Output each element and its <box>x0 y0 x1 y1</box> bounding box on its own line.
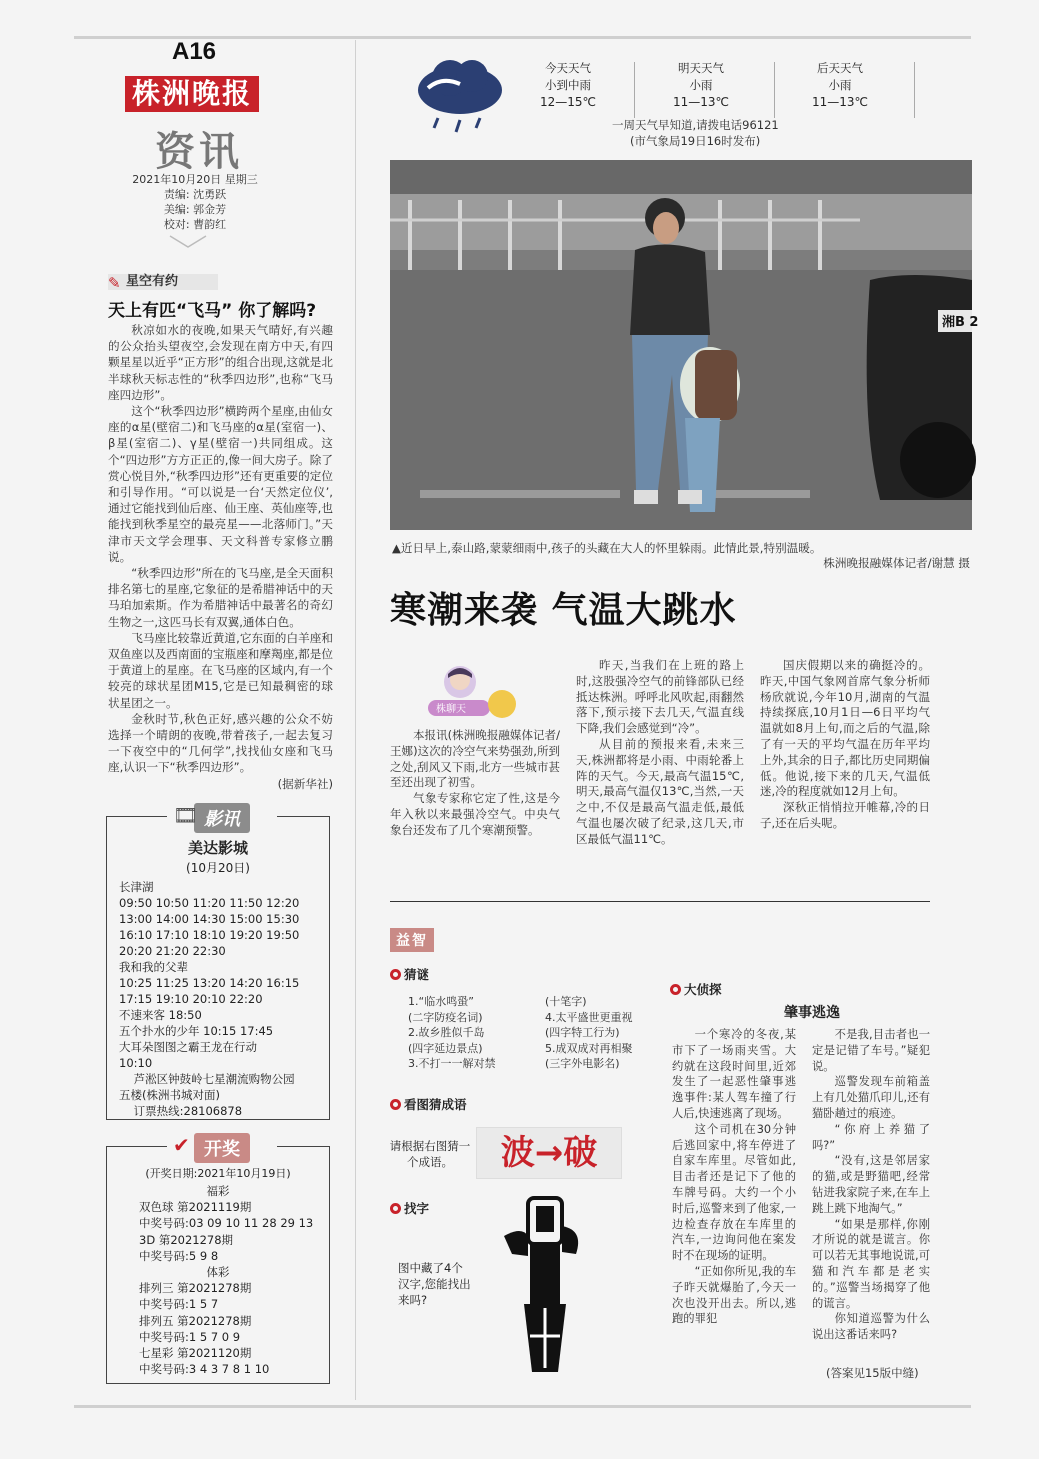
list-item: 09:50 10:50 11:20 11:50 12:20 <box>119 896 300 910</box>
idiom-picture: 波→破 <box>476 1127 622 1179</box>
list-item: 排列五 第2021278期 <box>139 1313 252 1328</box>
list-item: 13:00 14:00 14:30 15:00 15:30 <box>119 912 300 926</box>
idiom-label <box>390 1095 467 1113</box>
lottery-box <box>106 1133 330 1384</box>
list-item: 大耳朵图图之霸王龙在行动 <box>119 1040 257 1054</box>
find-label-text: 找字 <box>404 1201 430 1216</box>
paragraph: 这个司机在30分钟后逃回家中,将车停进了自家车库里。尽管如此,目击者还是记下了他的车牌号码。大约一个小时后,巡警来到了他家,一边检查存放在车库里的汽车,一边询问他在案发时不在现场的证明。 <box>672 1122 796 1263</box>
list-item: 10:10 <box>119 1056 153 1070</box>
weather-today <box>513 60 623 111</box>
detective-label-text: 大侦探 <box>684 982 722 997</box>
lottery-header <box>167 1133 277 1165</box>
list-item: (三字外电影名) <box>545 1057 620 1070</box>
weather-condition: 小到中雨 <box>545 78 591 92</box>
lottery-label: 开奖 <box>194 1133 250 1163</box>
cinema-header <box>167 803 277 835</box>
column-divider <box>355 40 356 1400</box>
paragraph: “正如你所见,我的车子昨天就爆胎了,今天一次也没开出去。所以,逃跑的罪犯 <box>672 1264 796 1326</box>
newspaper-logo: 株洲晚报 <box>125 76 259 112</box>
weather-temp: 11—13℃ <box>811 95 868 109</box>
hidden-character-picture <box>500 1196 586 1372</box>
detective-col-1 <box>672 1027 796 1327</box>
star-headline: 天上有匹“飞马” 你了解吗? <box>108 301 317 321</box>
list-item: 中奖号码:1 5 7 0 9 <box>139 1329 241 1344</box>
paragraph: “秋季四边形”所在的飞马座,是全天面积排名第七的星座,它象征的是希腊神话中的天马珀加索斯。作为希腊神话中最著名的奇幻生物之一,这匹马长有双翼,通体白色。 <box>108 566 333 629</box>
star-tag <box>108 274 218 294</box>
lottery-list <box>139 1183 327 1377</box>
page-number: A16 <box>172 38 217 65</box>
list-item: 排列三 第2021278期 <box>139 1281 252 1296</box>
paragraph: 你知道巡警为什么说出这番话来吗? <box>812 1312 930 1342</box>
bottom-rule <box>74 1405 971 1408</box>
list-item: (十笔字) <box>545 995 587 1008</box>
weather-day-label: 后天天气 <box>817 61 863 75</box>
weather-hotline: 一周天气早知道,请拨电话96121 <box>612 118 779 132</box>
weather-temp: 11—13℃ <box>672 95 729 109</box>
list-item: 10:25 11:25 13:20 14:20 16:15 <box>119 976 300 990</box>
paragraph: 从目前的预报来看,未来三天,株洲都将是小雨、中雨轮番上阵的天气。今天,最高气温15℃,明天,最高气温仅13℃,当然,一天之中,不仅是最高气温走低,最低气温也屡次破了纪录,这几天,市区最低气温11℃。 <box>576 736 744 846</box>
list-item: 17:15 19:10 20:10 22:20 <box>119 992 263 1006</box>
paragraph: 深秋正悄悄拉开帷幕,冷的日子,还在后头呢。 <box>760 800 930 830</box>
article-source: (据新华社) <box>277 776 333 791</box>
find-question: 图中藏了4个汉字,您能找出来吗? <box>398 1261 471 1307</box>
paragraph: 气象专家称它定了性,这是今年入秋以来最强冷空气。中央气象台还发布了几个寒潮预警。 <box>390 791 560 837</box>
list-item: (四字延边景点) <box>408 1041 483 1055</box>
paragraph: 本报讯(株洲晚报融媒体记者/王娜)这次的冷空气来势强劲,所到之处,刮风又下雨,北方一些城市甚至还出现了初雪。 <box>390 728 560 790</box>
list-item: (四字特工行为) <box>545 1026 620 1039</box>
answer-note: (答案见15版中缝) <box>826 1366 919 1380</box>
avatar-text: 株聊天 <box>436 704 466 715</box>
paragraph: 这个“秋季四边形”横跨两个星座,由仙女座的α星(壁宿二)和飞马座的α星(室宿一)、β星(室宿二)、γ星(壁宿一)共同组成。这个“四边形”方方正正的,像一间大房子。除了赏心悦目外,“秋季四边形”还有更重要的定位和引导作用。“可以说是一台‘天然定位仪’,通过它能找到仙后座、仙王座、英仙座等,也能找到秋季星空的最亮星——北落师门。”天津市天文学会理事、天文科普专家修立鹏说。 <box>108 404 333 564</box>
article-col-3 <box>760 658 930 832</box>
riddle-label-text: 猜谜 <box>404 967 430 982</box>
list-item: 中奖号码:1 5 7 <box>139 1297 219 1312</box>
list-item: 五楼(株洲书城对面) <box>119 1088 220 1102</box>
paragraph: “你府上养猫了吗?” <box>812 1122 930 1152</box>
paragraph: “没有,这是邻居家的猫,或是野猫吧,经常钻进我家院子来,在车上跳上跳下地淘气。” <box>812 1154 930 1215</box>
paragraph: 巡警发现车前箱盖上有几处猫爪印儿,还有猫卧趟过的痕迹。 <box>812 1075 930 1120</box>
bullet-icon <box>390 1099 401 1110</box>
list-item: 长津湖 <box>119 880 154 894</box>
license-plate: 湘B 2 <box>942 315 979 330</box>
section-title: 资讯 <box>155 128 243 175</box>
list-item: 双色球 第2021119期 <box>139 1200 252 1215</box>
weather-tomorrow <box>646 60 756 111</box>
weather-day-label: 今天天气 <box>545 61 591 75</box>
paragraph: 不是我,目击者也一定是记错了车号。”疑犯说。 <box>812 1028 930 1073</box>
list-item: 订票热线:28106878 <box>119 1104 243 1118</box>
list-item: 中奖号码:3 4 3 7 8 1 10 <box>139 1362 270 1377</box>
cinema-box <box>106 803 330 1120</box>
list-item: 5.成双成对再相聚 <box>545 1041 633 1055</box>
paragraph: 金秋时节,秋色正好,感兴趣的公众不妨选择一个晴朗的夜晚,带着孩子,一起去复习一下夜空中的“几何学”,找找仙女座和飞马座,认识一下“秋季四边形”。 <box>108 711 333 775</box>
list-item: 4.太平盛世更重视 <box>545 1010 633 1024</box>
pen-icon: ✎ <box>108 274 121 292</box>
weather-source: (市气象局19日16时发布) <box>630 134 761 148</box>
detective-title: 肇事逃逸 <box>784 1005 840 1021</box>
photo-caption <box>392 541 970 571</box>
list-item: 五个扑水的少年 10:15 17:45 <box>119 1024 274 1038</box>
weather-divider <box>914 62 915 118</box>
weather-day-after <box>785 60 895 111</box>
paragraph: 一个寒冷的冬夜,某市下了一场雨夹雪。大约就在这段时间里,近郊发生了一起恶性肇事逃逸事件:某人驾车撞了行人后,快速逃离了现场。 <box>672 1028 796 1120</box>
detective-col-2 <box>812 1027 930 1343</box>
list-item: 3.不打一一解对禁 <box>408 1057 496 1070</box>
list-item: 20:20 21:20 22:30 <box>119 944 226 958</box>
proofreader: 校对: 曹韵红 <box>163 218 227 231</box>
bullet-icon <box>390 969 401 980</box>
caption-text: ▲近日早上,泰山路,蒙蒙细雨中,孩子的头藏在大人的怀里躲雨。此情此景,特别温暖。 <box>392 541 822 555</box>
riddle-list-left <box>408 994 496 1072</box>
photo-credit: 株洲晚报融媒体记者/谢慧 摄 <box>823 556 970 570</box>
rain-cloud-icon <box>412 54 508 138</box>
showtime-list <box>119 879 329 1119</box>
paragraph: 昨天,当我们在上班的路上时,这股强冷空气的前锋部队已经抵达株洲。呼呼北风吹起,雨翻然落下,预示接下去几天,气温直线下降,我们会感觉到“冷”。 <box>576 658 744 736</box>
weather-condition: 小雨 <box>689 78 713 92</box>
paragraph: 秋凉如水的夜晚,如果天气晴好,有兴趣的公众抬头望夜空,会发现在南方中天,有四颗星星以近乎“正方形”的组合出现,这就是北半球秋天标志性的“秋季四边形”,也称“飞马座四边形”。 <box>108 323 333 402</box>
list-item: 2.故乡胜似千岛 <box>408 1026 485 1039</box>
columnist-avatar <box>416 660 520 720</box>
article-col-2 <box>576 658 744 848</box>
list-item: (二字防疫名词) <box>408 1010 483 1024</box>
article-headline: 寒潮来袭 气温大跳水 <box>390 590 737 631</box>
list-item: 福彩 <box>206 1184 230 1198</box>
news-photo <box>390 160 979 530</box>
idiom-label-text: 看图猜成语 <box>404 1097 467 1112</box>
list-item: 芦淞区钟鼓岭七星潮流购物公园 <box>119 1072 295 1086</box>
list-item: 体彩 <box>206 1265 230 1280</box>
paragraph: 国庆假期以来的确挺冷的。昨天,中国气象网首席气象分析师杨欣就说,今年10月,湖南的气温持续探底,10月1日—6日平均气温就如8月上旬,而之后的气温,除了有一天的平均气温在历年平均上外,其余的日子,都比历史同期偏低。他说,接下来的几天,气温低迷,冷的程度就如12月上旬。 <box>760 658 930 799</box>
list-item: 中奖号码:5 9 8 <box>139 1248 219 1263</box>
list-item: 1.“临水鸣蛩” <box>408 995 474 1008</box>
riddle-list-right <box>545 994 633 1072</box>
puzzle-section-label: 益智 <box>390 928 434 952</box>
list-item: 3D 第2021278期 <box>139 1232 234 1247</box>
article-col-1 <box>390 728 560 839</box>
lottery-date: (开奖日期:2021年10月19日) <box>145 1167 291 1180</box>
list-item: 我和我的父辈 <box>119 960 188 974</box>
issue-date: 2021年10月20日 星期三 <box>132 173 258 186</box>
editor: 责编: 沈勇跃 <box>163 188 227 201</box>
find-label <box>390 1199 429 1217</box>
weather-temp: 12—15℃ <box>539 95 596 109</box>
section-divider <box>390 901 930 902</box>
star-tag-label: 星空有约 <box>108 274 218 290</box>
star-article-body <box>108 322 333 792</box>
checkmark-icon: ✔ <box>173 1133 190 1157</box>
weather-divider <box>634 62 635 118</box>
idiom-question: 请根据右图猜一个成语。 <box>389 1139 471 1169</box>
weather-divider <box>774 62 775 118</box>
list-item: 16:10 17:10 18:10 19:20 19:50 <box>119 928 300 942</box>
bullet-icon <box>390 1203 401 1214</box>
cinema-date: (10月20日) <box>186 861 250 875</box>
weather-day-label: 明天天气 <box>678 61 724 75</box>
weather-condition: 小雨 <box>828 78 852 92</box>
list-item: 不速来客 18:50 <box>119 1008 202 1022</box>
paragraph: 飞马座比较靠近黄道,它东面的白羊座和双鱼座以及西南面的宝瓶座和摩羯座,都是位于黄道上的星座。在飞马座的区域内,有一个较亮的球状星团M15,它是已知最稠密的球状星团之一。 <box>108 630 333 710</box>
chevron-down-icon <box>170 236 206 248</box>
designer: 美编: 郭金芳 <box>163 203 227 216</box>
cinema-label: 影讯 <box>194 803 250 833</box>
bullet-icon <box>670 984 681 995</box>
film-projector-icon: 🎞 <box>173 803 199 827</box>
list-item: 七星彩 第2021120期 <box>139 1346 252 1361</box>
paragraph: “如果是那样,你刚才所说的就是谎言。你可以若无其事地说谎,可猫和汽车都是老实的。”巡警当场揭穿了他的谎言。 <box>812 1217 930 1310</box>
list-item: 中奖号码:03 09 10 11 28 29 13 <box>139 1216 314 1231</box>
issue-meta <box>110 172 280 232</box>
cinema-name: 美达影城 <box>187 839 248 857</box>
weather-note <box>612 117 779 149</box>
riddle-label <box>390 965 429 983</box>
detective-label <box>670 980 722 998</box>
